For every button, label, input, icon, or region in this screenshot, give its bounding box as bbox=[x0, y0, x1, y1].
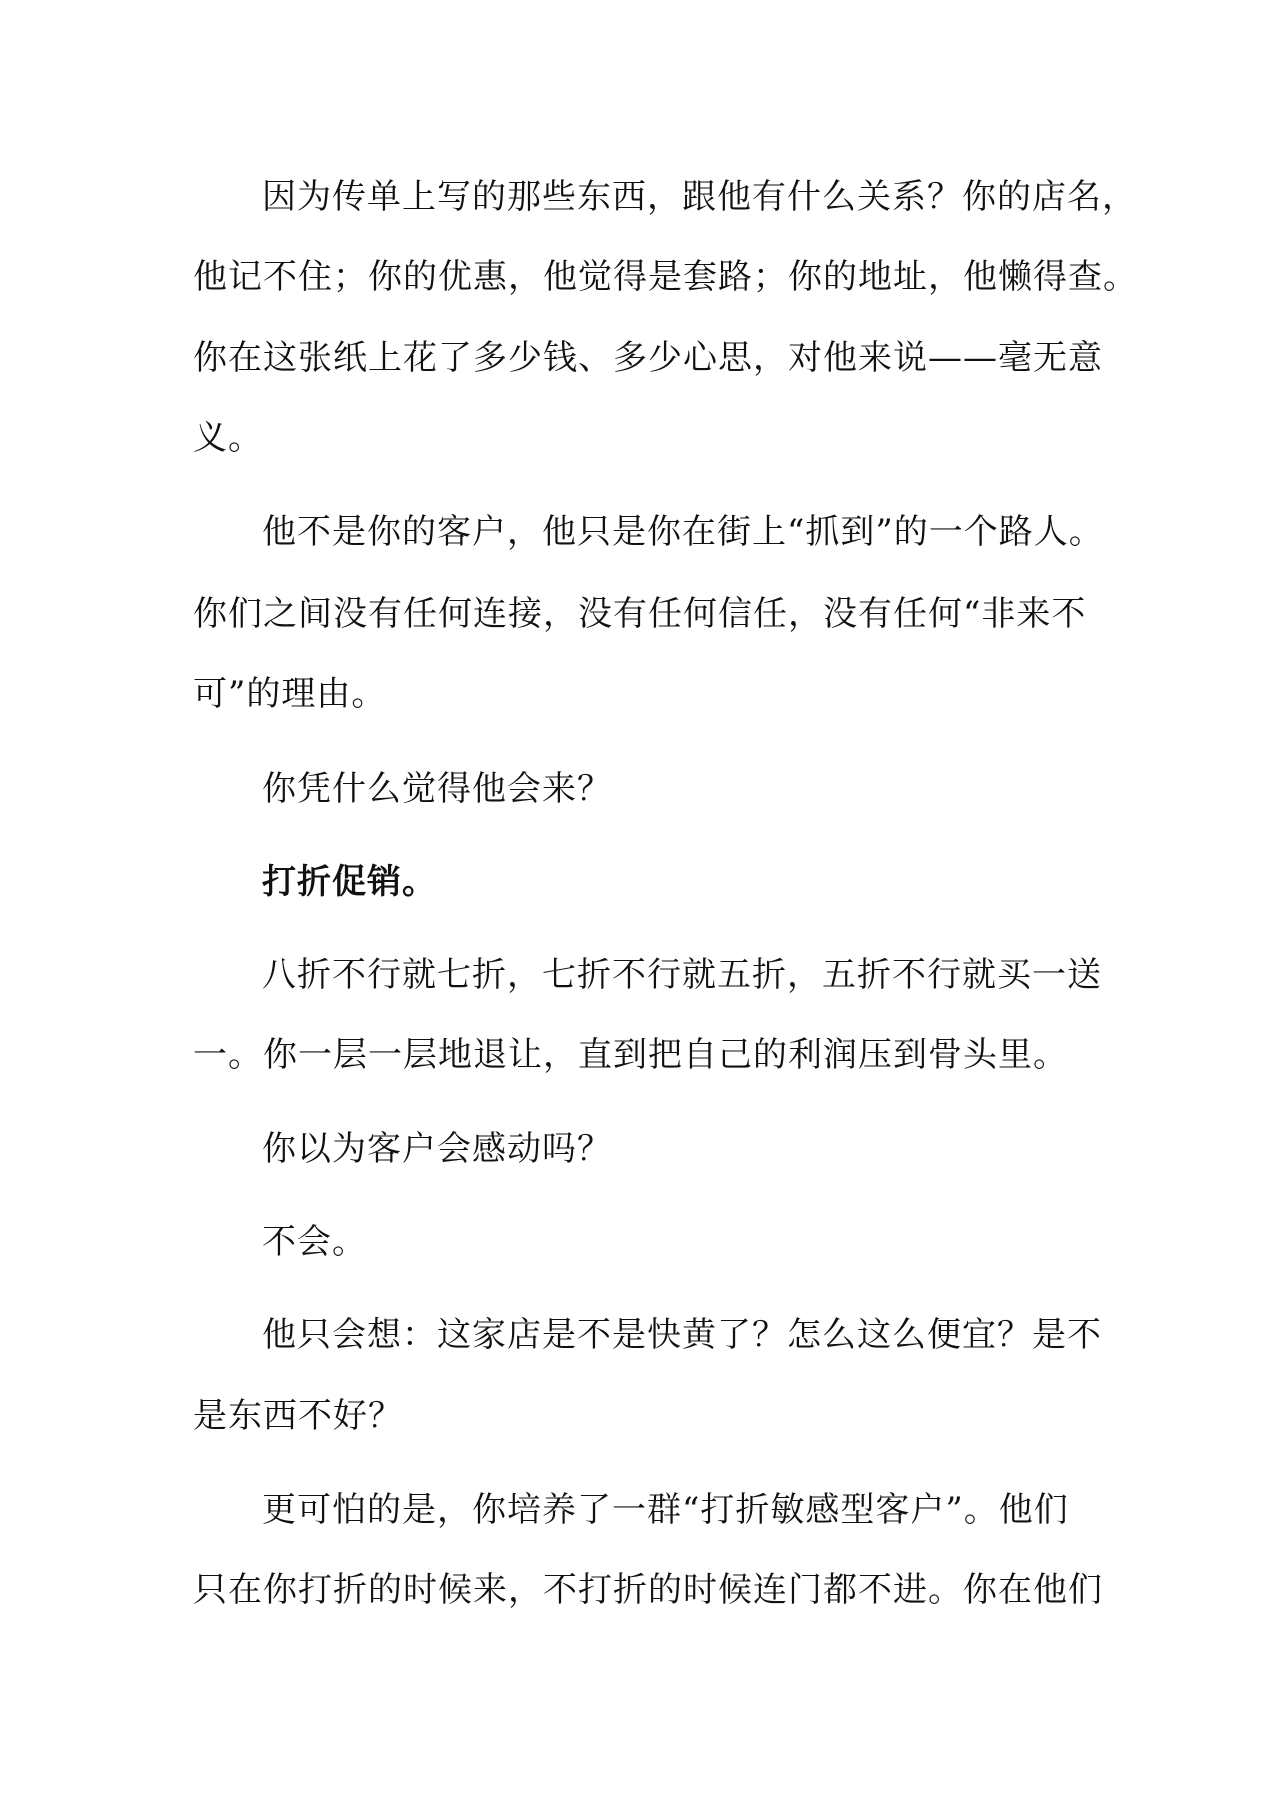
paragraph-line: 更可怕的是，你培养了一群“打折敏感型客户”。他们 bbox=[262, 1490, 1069, 1530]
paragraph-line: 你以为客户会感动吗？ bbox=[262, 1129, 612, 1169]
paragraph-line: 可”的理由。 bbox=[193, 674, 387, 714]
paragraph-line: 他不是你的客户，他只是你在街上“抓到”的一个路人。 bbox=[262, 512, 1104, 552]
paragraph-line: 你在这张纸上花了多少钱、多少心思，对他来说——毫无意 bbox=[193, 338, 1103, 378]
paragraph-line: 不会。 bbox=[262, 1222, 367, 1262]
paragraph-line: 只在你打折的时候来，不打折的时候连门都不进。你在他们 bbox=[193, 1570, 1103, 1610]
paragraph-line: 他记不住；你的优惠，他觉得是套路；你的地址，他懒得查。 bbox=[193, 257, 1138, 297]
paragraph-line: 是东西不好？ bbox=[193, 1396, 403, 1436]
paragraph-line: 因为传单上写的那些东西，跟他有什么关系？你的店名， bbox=[262, 177, 1137, 217]
paragraph-line: 一。你一层一层地退让，直到把自己的利润压到骨头里。 bbox=[193, 1035, 1068, 1075]
paragraph-line: 八折不行就七折，七折不行就五折，五折不行就买一送 bbox=[262, 955, 1102, 995]
paragraph-line: 你凭什么觉得他会来？ bbox=[262, 769, 612, 809]
section-heading: 打折促销。 bbox=[262, 862, 437, 902]
paragraph-line: 义。 bbox=[193, 418, 263, 458]
paragraph-line: 你们之间没有任何连接，没有任何信任，没有任何“非来不 bbox=[193, 594, 1087, 634]
paragraph-line: 他只会想：这家店是不是快黄了？怎么这么便宜？是不 bbox=[262, 1315, 1102, 1355]
